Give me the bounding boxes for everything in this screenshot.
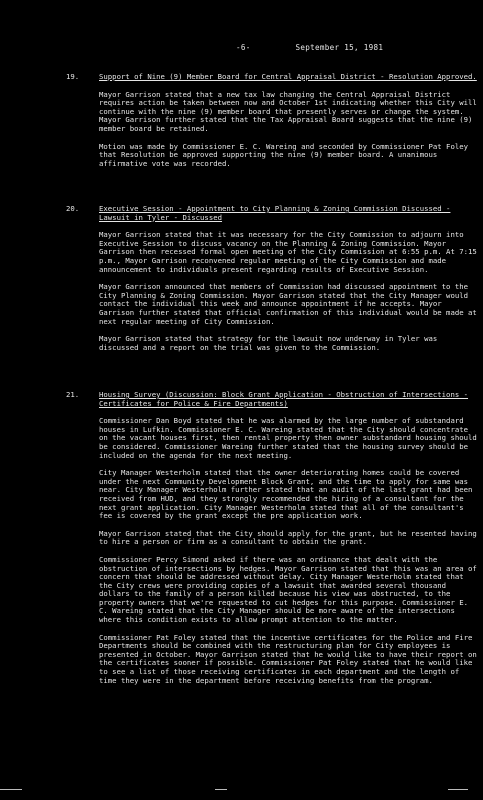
item-number: 21. — [66, 390, 80, 399]
page-number: -6- — [236, 43, 251, 52]
item-paragraph: Mayor Garrison stated that the City should apply for the grant, but he resented having to hire a person or firm as a consultant to obtain the grant. — [99, 528, 477, 547]
item-paragraph: Mayor Garrison stated that strategy for the lawsuit now underway in Tyler was discussed and a report on the trial was given to the Commission. — [99, 334, 438, 352]
item-number: 19. — [66, 72, 80, 81]
agenda-item-21 — [66, 391, 478, 694]
item-title: Support of Nine (9) Member Board for Central Appraisal District - Resolution Approved. — [99, 72, 477, 81]
agenda-item-19 — [66, 73, 478, 177]
item-paragraph: Mayor Garrison stated that it was necessary for the City Commission to adjourn into Executive Session to discuss vacancy on the Planning & Zoning Commission. Mayor Garrison then recessed formal open meeting of the City Commission at 6:55 p.m. At 7:15 p.m., Mayor Garrison reconvened regular meeting of the City Commission and made announcement to individuals present regarding results of Executive Session. — [99, 230, 477, 274]
item-title: Executive Session - Appointment to City Planning & Zoning Commission Discussed - Lawsuit in Tyler - Discussed — [99, 204, 451, 222]
item-paragraph: Mayor Garrison stated that a new tax law changing the Central Appraisal District requires action be taken between now and October 1st indicating whether this City will continue with the nine (9) member board that presently serves or change the system. Mayor Garrison further stated that the Tax Appraisal Board suggests that the nine (9) member board be retained. — [99, 89, 477, 133]
item-number: 20. — [66, 204, 80, 213]
scan-edge-marks — [0, 788, 483, 790]
item-paragraph: Commissioner Pat Foley stated that the incentive certificates for the Police and Fire Departments should be combined with the restructuring plan for City employees is presented in October. Mayor Garrison stated that he would like to have their report on the certificates sooner if possible. Commissioner Pat Foley stated that he would like to see a list of those receiving certificates in each department and the length of time they were in the department before receiving benefits from the program. — [99, 632, 477, 685]
item-paragraph: City Manager Westerholm stated that the owner deteriorating homes could be covered under the next Community Development Block Grant, and the time to apply for same was near. City Manager Westerholm further stated that an audit of the last grant had been received from HUD, and they strongly recommended the hiring of a consultant for the next grant application. City Manager Westerholm stated that all of the consultant's fee is covered by the grant except the pre application work. — [99, 468, 473, 521]
item-paragraph: Mayor Garrison announced that members of Commission had discussed appointment to the City Planning & Zoning Commission. Mayor Garrison stated that the City Manager would contact the individual this week and announce appointment if he accepts. Mayor Garrison further stated that official confirmation of this individual would be made at next regular meeting of City Commission. — [99, 282, 477, 326]
item-title: Housing Survey (Discussion: Block Grant Application - Obstruction of Intersections - Certificates for Police & Fire Departments) — [99, 390, 469, 408]
item-paragraph: Motion was made by Commissioner E. C. Wareing and seconded by Commissioner Pat Foley that Resolution be approved supporting the nine (9) member board. A unanimous affirmative vote was recorded. — [99, 141, 469, 168]
page-header — [236, 44, 383, 53]
item-paragraph: Commissioner Dan Boyd stated that he was alarmed by the large number of substandard houses in Lufkin. Commissioner E. C. Wareing stated that the City should concentrate on the vacant houses first, then rental property then owner substandard housing should be considered. Commissioner Wareing further stated that the housing survey should be included on the agenda for the next meeting. — [99, 416, 477, 460]
item-paragraph: Commissioner Percy Simond asked if there was an ordinance that dealt with the obstruction of intersections by hedges. Mayor Garrison stated that this was an area of concern that should be addressed without delay. City Manager Westerholm stated that the City crews were providing copies of a lawsuit that awarded several thousand dollars to the family of a person killed because his view was obstructed, to the property owners that we're requested to cut hedges for this purpose. Commissioner E. C. Wareing stated that the City Manager should be more aware of the intersections where this condition exists to allow prompt attention to the matter. — [99, 554, 477, 625]
meeting-date: September 15, 1981 — [295, 43, 384, 52]
agenda-item-20 — [66, 205, 478, 361]
